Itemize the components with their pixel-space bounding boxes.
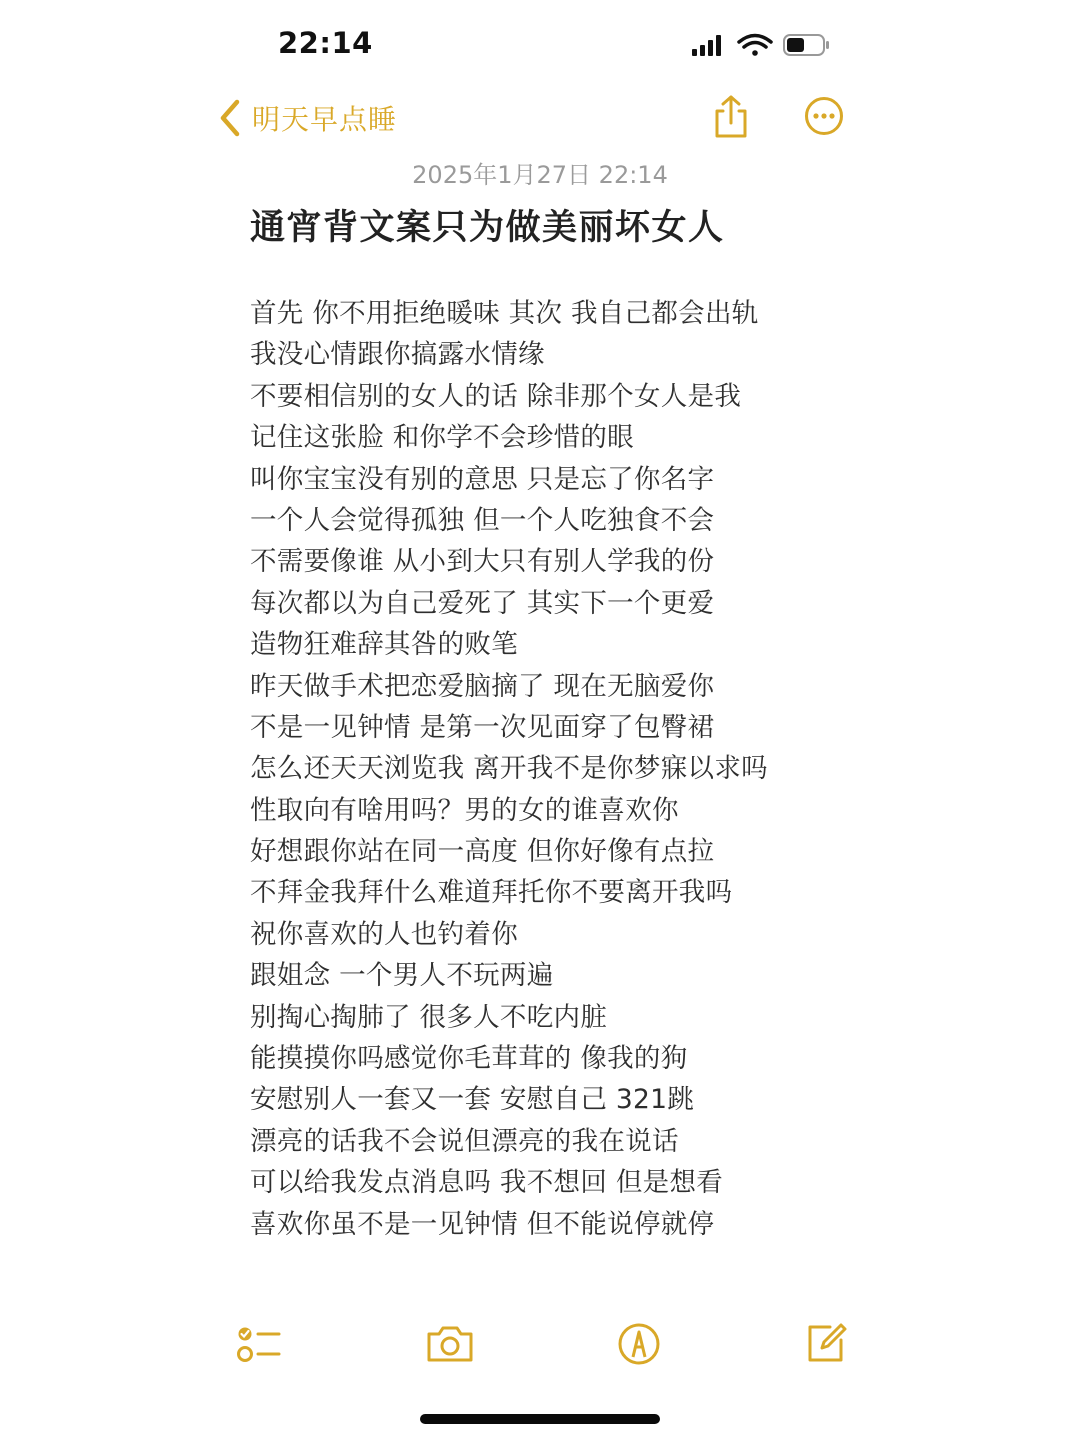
- note-line: 我没心情跟你搞露水情缘: [250, 339, 545, 371]
- markup-pen-icon: [620, 1325, 658, 1363]
- note-line: 别掏心掏肺了 很多人不吃内脏: [250, 1001, 608, 1033]
- note-line: 怎么还天天浏览我 离开我不是你梦寐以求吗: [250, 753, 768, 785]
- note-line: 不需要像谁 从小到大只有别人学我的份: [250, 546, 715, 578]
- back-button[interactable]: [218, 92, 397, 144]
- note-line: 造物狂难辞其咎的败笔: [250, 629, 518, 661]
- note-line: 性取向有啥用吗？男的女的谁喜欢你: [250, 794, 679, 826]
- camera-icon: [429, 1328, 471, 1360]
- wifi-icon: [739, 36, 771, 56]
- note-line: 能摸摸你吗感觉你毛茸茸的 像我的狗: [250, 1043, 688, 1075]
- note-line: 首先 你不用拒绝暖味 其次 我自己都会出轨: [250, 298, 759, 329]
- note-line: 不是一见钟情 是第一次见面穿了包臀裙: [250, 711, 715, 743]
- note-line: 叫你宝宝没有别的意思 只是忘了你名字: [250, 463, 715, 495]
- back-label: 明天早点睡: [252, 103, 398, 136]
- nav-bar: [0, 92, 1080, 148]
- note-line: 昨天做手术把恋爱脑摘了 现在无脑爱你: [250, 670, 715, 702]
- compose-button[interactable]: [800, 1318, 852, 1370]
- note-line: 不拜金我拜什么难道拜托你不要离开我吗: [250, 877, 733, 909]
- status-icons: [690, 30, 840, 60]
- note-date: 2025年1月27日 22:14: [412, 161, 668, 189]
- camera-button[interactable]: [424, 1318, 476, 1370]
- note-line: 祝你喜欢的人也钓着你: [250, 918, 518, 950]
- status-bar: [0, 0, 1080, 90]
- bottom-toolbar: [0, 1318, 1080, 1374]
- note-line: 一个人会觉得孤独 但一个人吃独食不会: [250, 504, 715, 536]
- share-button[interactable]: [708, 94, 754, 140]
- note-body[interactable]: [250, 293, 870, 1245]
- note-title[interactable]: 通宵背文案只为做美丽坏女人: [250, 208, 725, 248]
- markup-button[interactable]: [613, 1318, 665, 1370]
- cellular-signal-icon: [692, 35, 721, 56]
- more-button[interactable]: [804, 96, 844, 136]
- compose-icon: [810, 1325, 845, 1360]
- share-icon: [717, 97, 745, 136]
- status-time: 22:14: [278, 26, 373, 60]
- checklist-icon: [239, 1328, 280, 1361]
- checklist-button[interactable]: [234, 1318, 286, 1370]
- note-line: 安慰别人一套又一套 安慰自己 321跳: [250, 1084, 695, 1116]
- note-line: 每次都以为自己爱死了 其实下一个更爱: [250, 587, 715, 619]
- note-line: 好想跟你站在同一高度 但你好像有点拉: [250, 836, 715, 868]
- note-line: 跟姐念 一个男人不玩两遍: [250, 960, 554, 992]
- note-line: 记住这张脸 和你学不会珍惜的眼: [250, 422, 634, 454]
- chevron-left-icon: [218, 98, 242, 138]
- note-line: 喜欢你虽不是一见钟情 但不能说停就停: [250, 1208, 715, 1240]
- note-line: 可以给我发点消息吗 我不想回 但是想看: [250, 1167, 724, 1199]
- home-indicator: [420, 1414, 660, 1424]
- note-line: 不要相信别的女人的话 除非那个女人是我: [250, 380, 742, 412]
- battery-icon: [784, 35, 829, 55]
- ellipsis-circle-icon: [807, 99, 842, 134]
- note-line: 漂亮的话我不会说但漂亮的我在说话: [250, 1125, 679, 1157]
